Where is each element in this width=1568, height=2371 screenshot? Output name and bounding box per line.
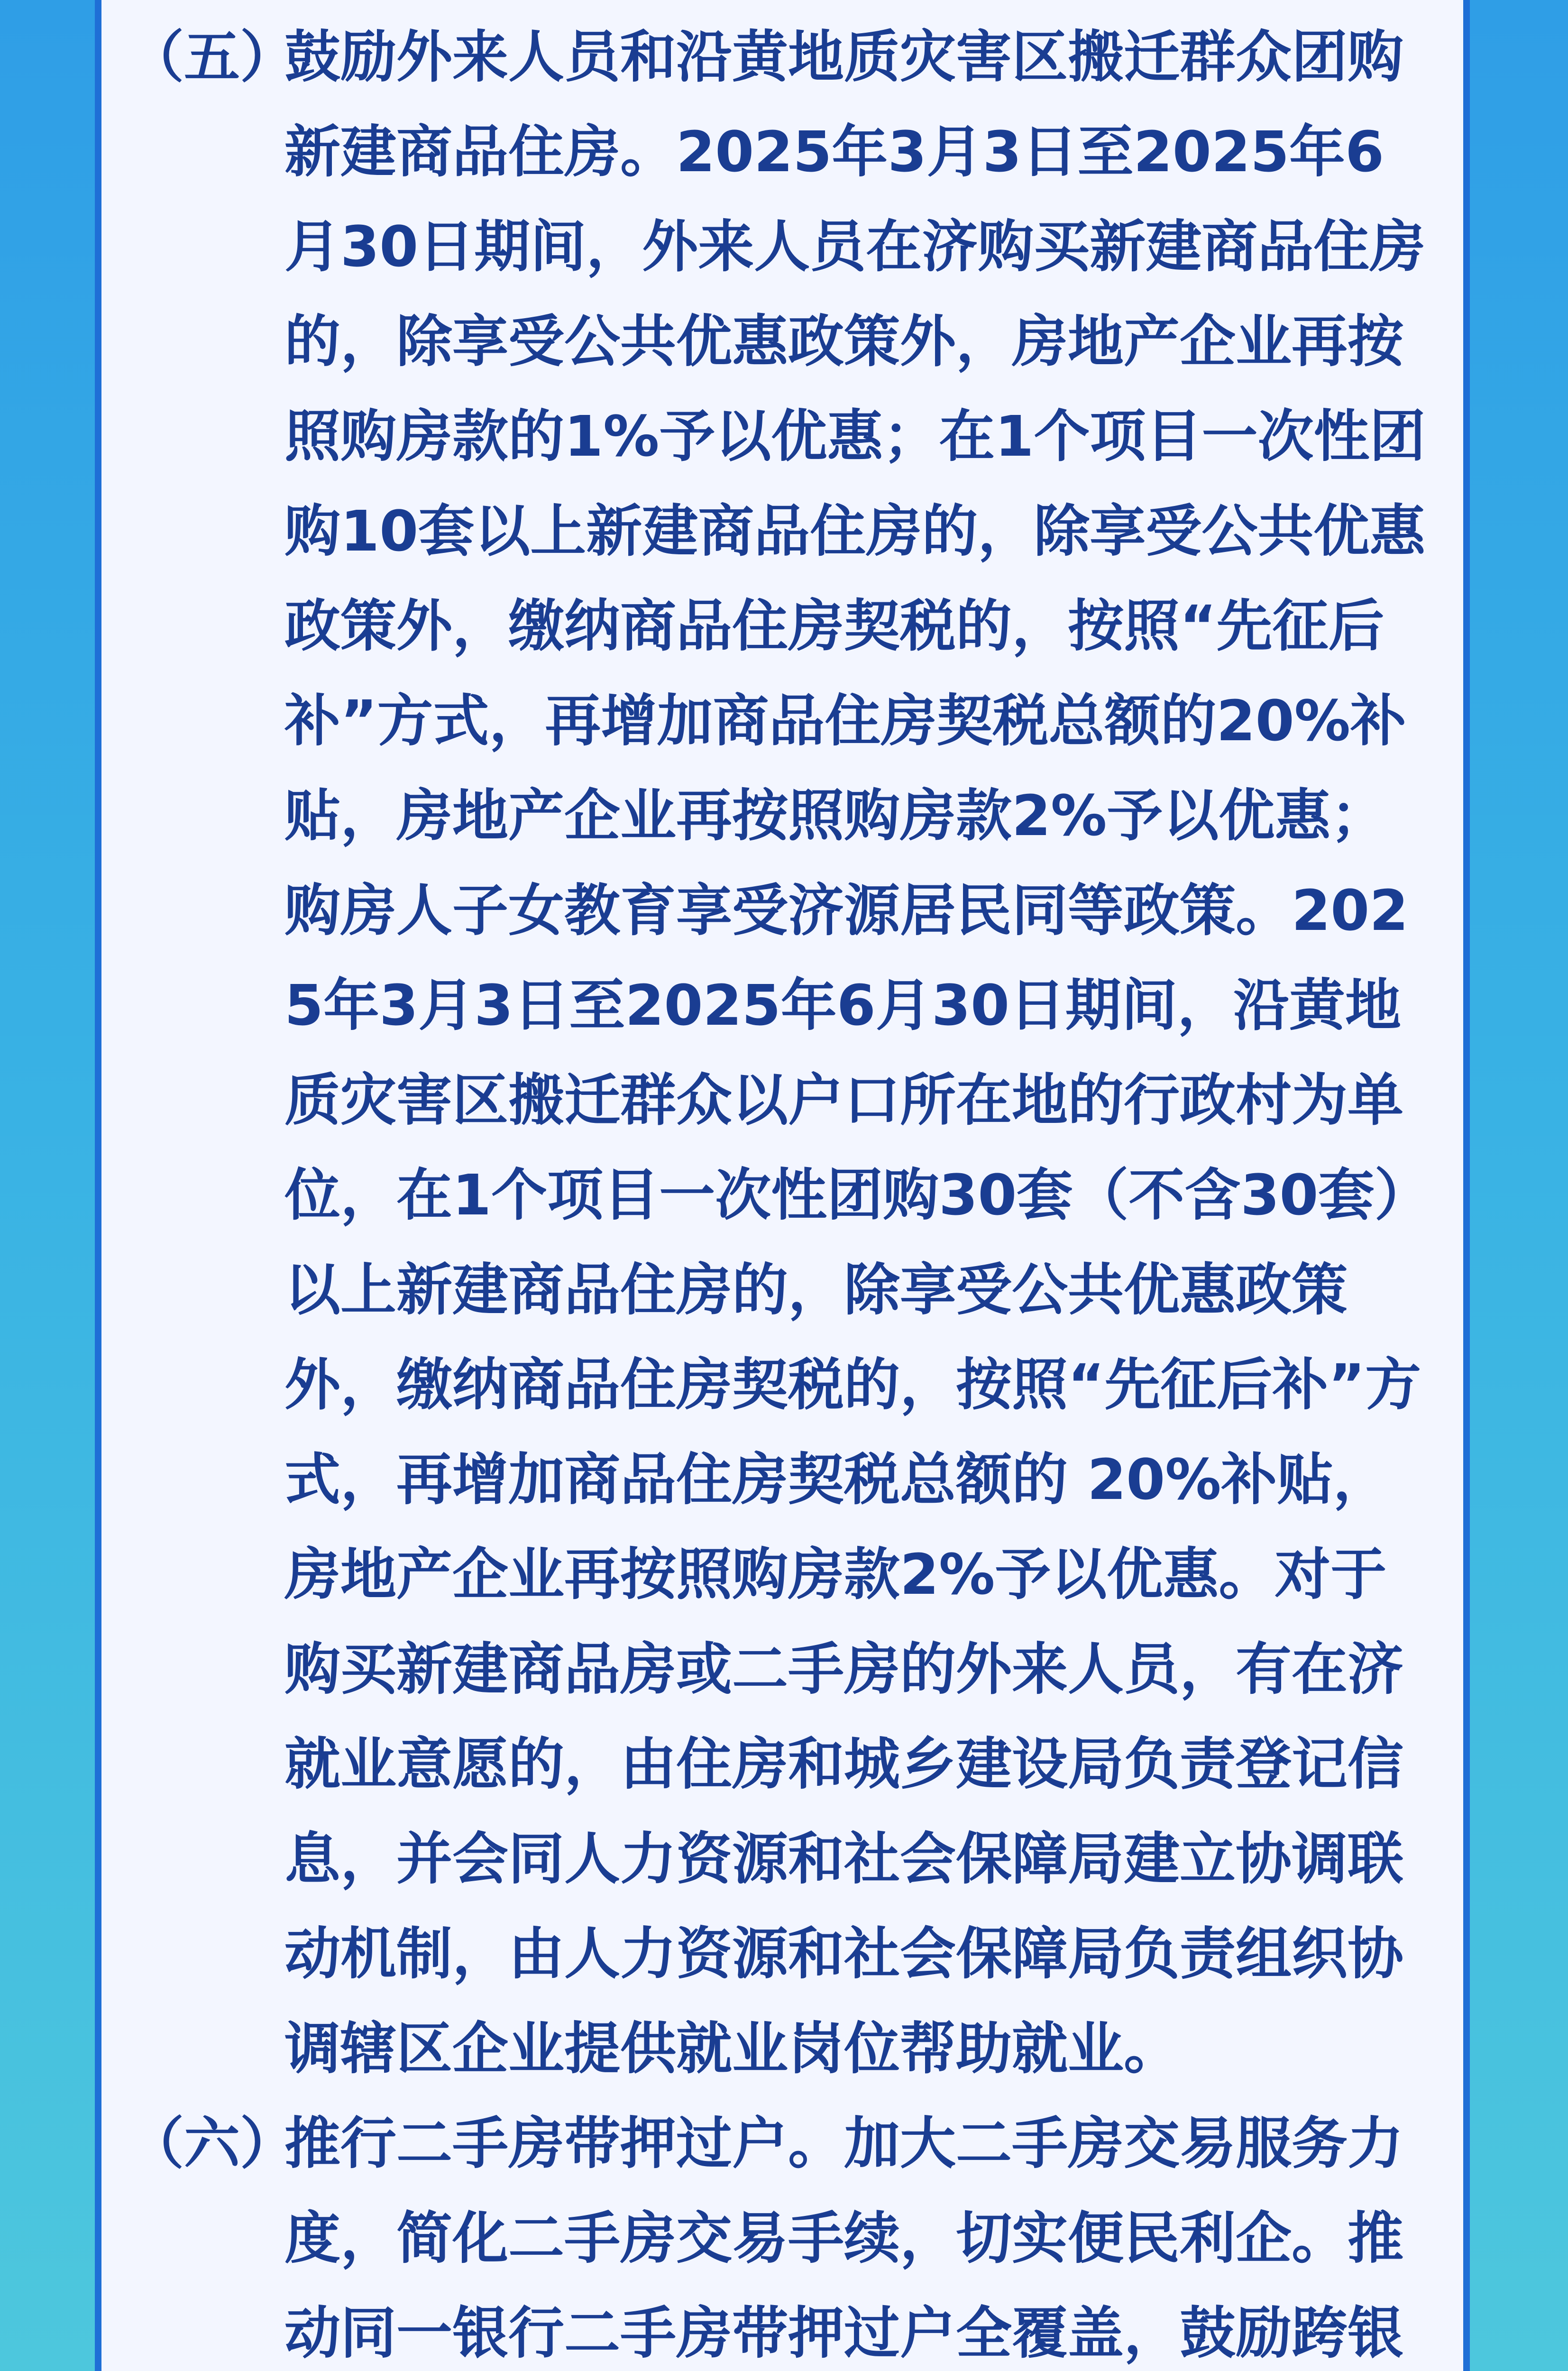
item-text-5: 鼓励外来人员和沿黄地质灾害区搬迁群众团购新建商品住房。2025年3月3日至2025年6月30日期间，外来人员在济购买新建商品住房的，除享受公共优惠政策外，房地产企业再按照购房款的1%予以优惠；在1个项目一次性团购10套以上新建商品住房的，除享受公共优惠政策外，缴纳商品住房契税的，按照“先征后补”方式，再增加商品住房契税总额的20%补贴，房地产企业再按照购房款2%予以优惠；购房人子女教育享受济源居民同等政策。2025年3月3日至2025年6月30日期间，沿黄地质灾害区搬迁群众以户口所在地的行政村为单位，在1个项目一次性团购30套（不含30套）以上新建商品住房的，除享受公共优惠政策外，缴纳商品住房契税的，按照“先征后补”方式，再增加商品住房契税总额的 20%补贴，房地产企业再按照购房款2%予以优惠。对于购买新建商品房或二手房的外来人员，有在济就业意愿的，由住房和城乡建设局负责登记信息，并会同人力资源和社会保障局建立协调联动机制，由人力资源和社会保障局负责组织协调辖区企业提供就业岗位帮助就业。 [284, 24, 1426, 2081]
item-text-6: 推行二手房带押过户。加大二手房交易服务力度，简化二手房交易手续，切实便民利企。推动同一银行二手房带押过户全覆盖，鼓励跨银 [284, 2111, 1404, 2366]
item-number-6: （六） [128, 2111, 296, 2176]
policy-item-5 [128, 9, 1427, 2096]
policy-text [128, 9, 1427, 2371]
policy-item-6 [128, 2096, 1427, 2371]
item-number-5: （五） [128, 24, 296, 90]
